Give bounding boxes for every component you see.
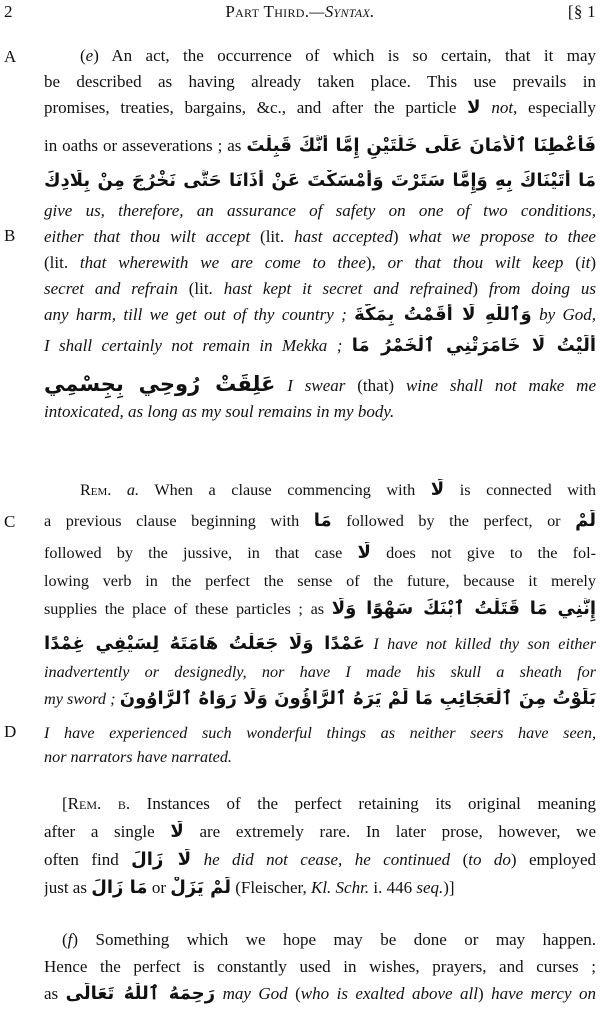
t: seq. bbox=[416, 878, 444, 897]
para-e-line-5 bbox=[44, 170, 596, 196]
rem-a-line-6 bbox=[44, 633, 596, 659]
t: (lit. bbox=[177, 279, 224, 298]
t: [Rem. b. bbox=[62, 794, 131, 813]
running-title bbox=[0, 2, 600, 22]
section-mark: [§ 1 bbox=[567, 2, 596, 21]
t: (that) bbox=[345, 376, 406, 395]
arabic-text: لَمْ bbox=[575, 510, 596, 531]
t: , especially bbox=[513, 98, 596, 117]
arabic-text: لا bbox=[467, 97, 481, 118]
t: followed by the perfect, or bbox=[346, 512, 561, 530]
margin-letter-a: A bbox=[4, 47, 17, 66]
running-title-sub: —Syntax. bbox=[309, 2, 375, 21]
t: are extremely rare. In later prose, however, we bbox=[199, 822, 596, 841]
t: ( bbox=[287, 984, 301, 1003]
para-e-line-2: be described as having already taken place. This use prevails in bbox=[44, 72, 596, 91]
t: Instances of the perfect retaining its original meaning bbox=[130, 794, 596, 813]
t: often find bbox=[44, 850, 119, 869]
arabic-text: مَا زَالَ bbox=[91, 877, 148, 898]
t: hast accepted bbox=[294, 227, 393, 246]
t: secret and refrain bbox=[44, 279, 178, 298]
t: When a clause commencing with bbox=[139, 481, 416, 499]
t: (lit. bbox=[44, 253, 80, 272]
t: ) Something which we hope may be done or may happen. bbox=[72, 930, 596, 949]
t: ( bbox=[450, 850, 469, 869]
t: who is exalted above all bbox=[300, 984, 478, 1003]
margin-letter-b: B bbox=[4, 226, 16, 245]
para-f-line-3 bbox=[44, 983, 596, 1009]
t: Kl. Schr. bbox=[311, 878, 370, 897]
margin-letter-d: D bbox=[4, 722, 17, 741]
arabic-text: رَحِمَهُ ٱللّٰهُ تَعَالَى bbox=[65, 983, 216, 1004]
t: is connected with bbox=[459, 481, 596, 499]
t: intoxicated, as long as my soul remains in my body. bbox=[44, 402, 395, 421]
arabic-text: لَا bbox=[170, 821, 184, 842]
t: any harm, till we get out of thy country ; bbox=[44, 305, 347, 324]
rem-a-line-1 bbox=[80, 479, 596, 505]
t: supplies the place of these particles ; as bbox=[44, 600, 325, 618]
t: either that thou wilt accept bbox=[44, 227, 251, 246]
arabic-text: لَمْ يَزَلْ bbox=[170, 877, 231, 898]
t: ), bbox=[365, 253, 388, 272]
t: my sword ; bbox=[44, 690, 116, 708]
t: as bbox=[44, 984, 59, 1003]
t: may God bbox=[222, 984, 288, 1003]
t: inadvertently or designedly, nor have I made his skull a sheath for bbox=[44, 663, 596, 681]
arabic-text: لَا bbox=[357, 542, 371, 563]
rem-a-line-8 bbox=[44, 688, 596, 714]
para-e-line-8 bbox=[44, 252, 596, 278]
rem-a-line-9 bbox=[44, 722, 596, 748]
rem-b-line-2 bbox=[44, 821, 596, 847]
t: from doing us bbox=[488, 279, 596, 298]
arabic-text: فَأَعْطِنَا ٱلْأَمَانَ عَلَى خَلَّتَيْنِ إِمَّا أَنَّكَ قَبِلْتَ bbox=[246, 135, 596, 156]
rem-a-line-3 bbox=[44, 542, 596, 568]
arabic-text: لَا زَالَ bbox=[131, 849, 192, 870]
running-title-main: Part Third. bbox=[225, 2, 310, 21]
t: f bbox=[67, 930, 73, 949]
t: to do bbox=[468, 850, 511, 869]
para-e-line-1 bbox=[80, 45, 596, 71]
t: ) bbox=[477, 984, 492, 1003]
para-e-line-11 bbox=[44, 335, 596, 361]
arabic-text: إِنَّنِي مَا قَتَلْتُ ٱبْنَكَ سَهْوًا وَلَا bbox=[331, 598, 596, 619]
t: he did not cease, he continued bbox=[203, 850, 451, 869]
para-e-line-10 bbox=[44, 304, 596, 330]
t: or that thou wilt keep bbox=[387, 253, 564, 272]
t: )] bbox=[443, 878, 455, 897]
para-e-line-3 bbox=[44, 97, 596, 123]
para-e-line-6 bbox=[44, 200, 596, 226]
rem-b-line-1 bbox=[62, 793, 596, 819]
t: ) bbox=[590, 253, 596, 272]
t: I swear bbox=[287, 376, 346, 395]
t: what we propose to thee bbox=[408, 227, 596, 246]
t: ) bbox=[472, 279, 489, 298]
t: (Fleischer, bbox=[235, 878, 311, 897]
para-e-line-4 bbox=[44, 135, 596, 161]
rem-a-line-5 bbox=[44, 598, 596, 624]
running-header bbox=[0, 0, 600, 26]
t: a. bbox=[111, 481, 140, 499]
para-f-line-1 bbox=[62, 929, 596, 955]
para-e-line-13 bbox=[44, 401, 596, 427]
t: it bbox=[580, 253, 591, 272]
rem-a-line-7 bbox=[44, 661, 596, 687]
arabic-text: أَلَيْتُ لَا خَامَرَتْنِي ٱلْخَمْرُ مَا bbox=[351, 335, 596, 356]
t: ) employed bbox=[510, 850, 596, 869]
rem-a-line-10 bbox=[44, 746, 596, 772]
t: or bbox=[151, 878, 166, 897]
rem-b-line-3 bbox=[44, 849, 596, 875]
t: followed by the jussive, in that case bbox=[44, 544, 343, 562]
t: after a single bbox=[44, 822, 155, 841]
para-e-line-12 bbox=[44, 373, 596, 399]
t: wine shall not make me bbox=[405, 376, 596, 395]
t: e bbox=[85, 46, 94, 65]
t: ( bbox=[80, 46, 86, 65]
t: ) An act, the occurrence of which is so certain, that it may bbox=[93, 46, 596, 65]
rem-a-line-4: lowing verb in the perfect the sense of the future, because it merely bbox=[44, 572, 596, 590]
page-number: 2 bbox=[4, 2, 13, 21]
para-e-line-9 bbox=[44, 278, 596, 304]
t: not bbox=[491, 98, 514, 117]
rem-b-line-4 bbox=[44, 877, 596, 903]
t: (lit. bbox=[250, 227, 295, 246]
t: promises, treaties, bargains, &c., and after the particle bbox=[44, 98, 457, 117]
t: ( bbox=[62, 930, 68, 949]
arabic-text: مَا أَتَيْنَاكَ بِهِ وَإِمَّا سَتَرْتَ وَأَمْسَكْتَ عَنْ أَذَانَا حَتَّى نَخْرُجَ مِنْ بِلَادِكَ bbox=[44, 170, 596, 191]
t: does not give to the fol- bbox=[386, 544, 596, 562]
t: give us, therefore, an assurance of safety on one of two conditions, bbox=[44, 201, 596, 220]
t: hast kept it secret and refrained bbox=[223, 279, 473, 298]
para-f-line-2: Hence the perfect is constantly used in wishes, prayers, and curses ; bbox=[44, 957, 596, 976]
t: ) bbox=[392, 227, 409, 246]
t: in oaths or asseverations ; as bbox=[44, 136, 242, 155]
arabic-text: مَا bbox=[313, 510, 332, 531]
t: have mercy on bbox=[491, 984, 596, 1003]
arabic-text: عَمْدًا وَلَا جَعَلْتُ هَامَتَهُ لِسَيْفِي غِمْدًا bbox=[44, 633, 366, 654]
t: I have experienced such wonderful things as neither seers have seen, bbox=[44, 724, 596, 742]
arabic-text: عَلِقَتْ رُوحِي بِجِسْمِي bbox=[44, 373, 276, 396]
rem-a-line-2 bbox=[44, 510, 596, 536]
t: i. 446 bbox=[369, 878, 417, 897]
arabic-text: لَا bbox=[430, 479, 445, 500]
margin-letter-c: C bbox=[4, 512, 16, 531]
t: that wherewith we are come to thee bbox=[79, 253, 366, 272]
arabic-text: وَٱللّٰهِ لَا أَقَمْتُ بِمَكَّةَ bbox=[354, 304, 532, 325]
t: by God, bbox=[539, 305, 596, 324]
t: Rem. bbox=[80, 481, 112, 499]
t: just as bbox=[44, 878, 87, 897]
t: a previous clause beginning with bbox=[44, 512, 300, 530]
t: ( bbox=[563, 253, 581, 272]
t: I shall certainly not remain in Mekka ; bbox=[44, 336, 343, 355]
t: nor narrators have narrated. bbox=[44, 748, 232, 766]
t: I have not killed thy son either bbox=[373, 635, 596, 653]
para-e-line-7 bbox=[44, 226, 596, 252]
arabic-text: بَلَوْتُ مِنَ ٱلْعَجَائِبِ مَا لَمْ يَرَهُ ٱلرَّاؤُونَ وَلَا رَوَاهُ ٱلرَّاوُونَ bbox=[119, 688, 596, 709]
